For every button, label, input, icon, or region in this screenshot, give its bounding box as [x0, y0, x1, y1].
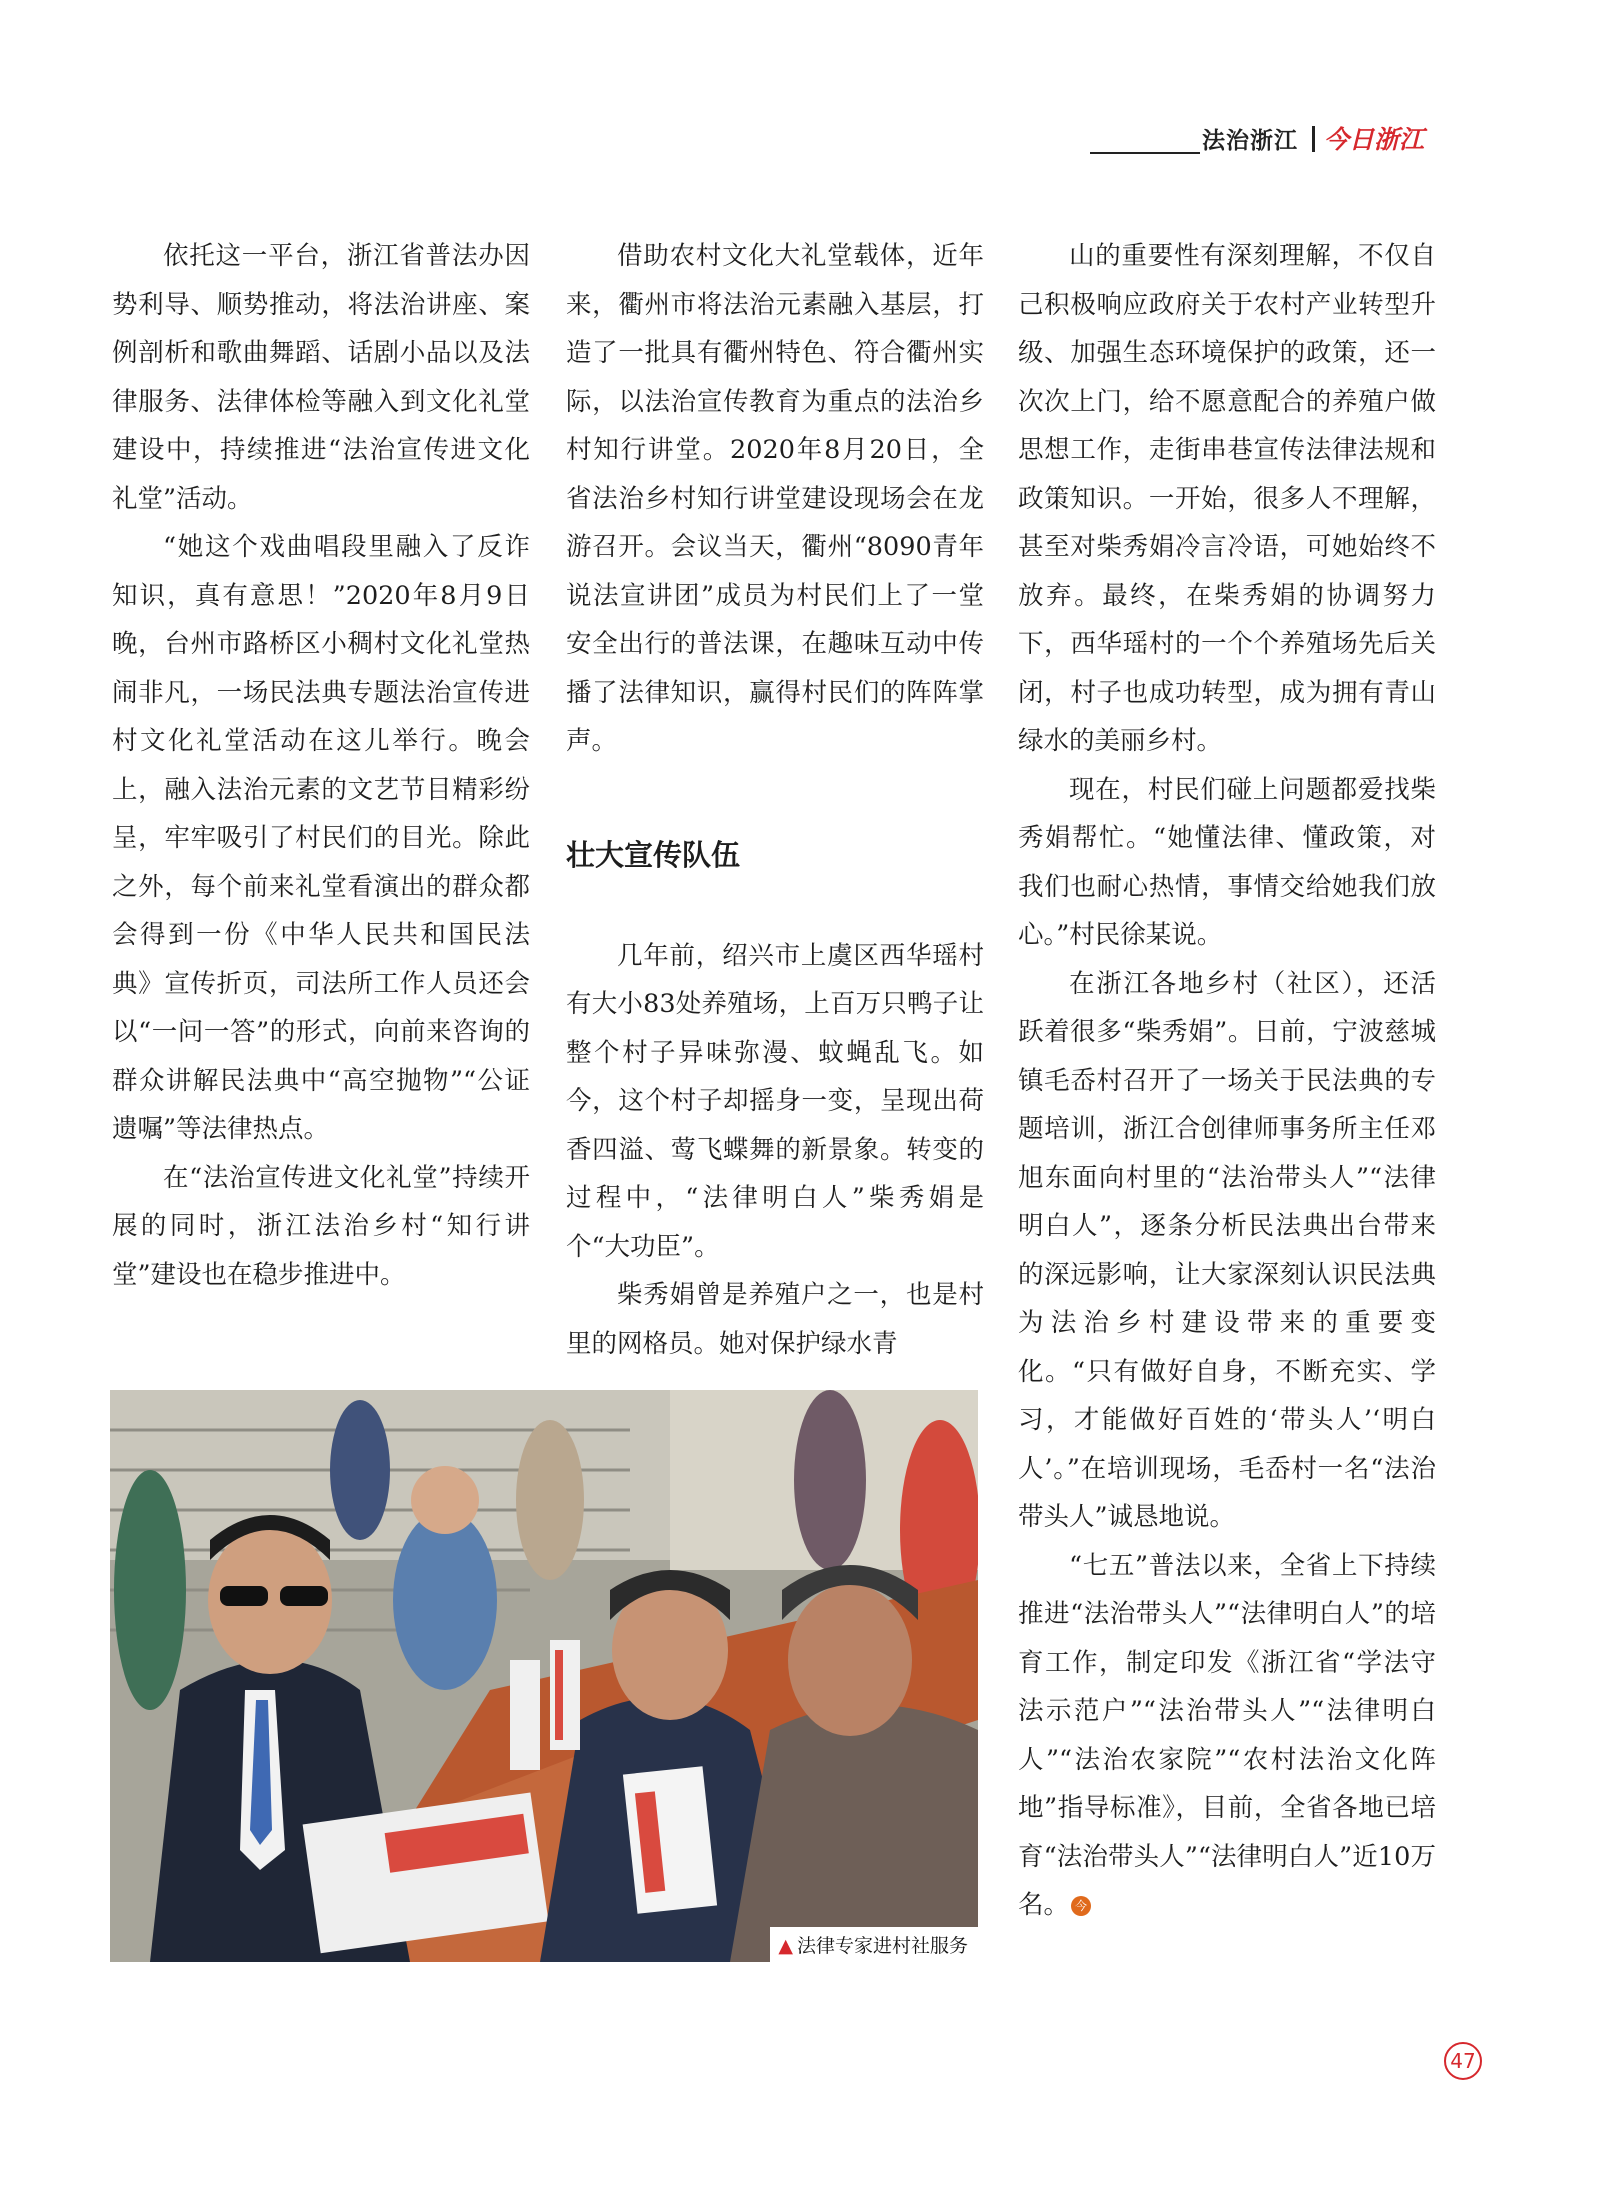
article-column-2 [566, 232, 984, 1368]
paragraph: 现在，村民们碰上问题都爱找柴秀娟帮忙。“她懂法律、懂政策，对我们也耐心热情，事情交给她我们放心。”村民徐某说。 [1018, 774, 1436, 950]
end-mark-icon: 今 [1071, 1896, 1091, 1916]
photo-caption [770, 1927, 978, 1962]
paragraph: 在浙江各地乡村（社区），还活跃着很多“柴秀娟”。日前，宁波慈城镇毛岙村召开了一场关于民法典的专题培训，浙江合创律师事务所主任邓旭东面向村里的“法治带头人”“法律明白人”，逐条分析民法典出台带来的深远影响，让大家深刻认识民法典为法治乡村建设带来的重要变化。“只有做好自身，不断充实、学习，才能做好百姓的‘带头人’‘明白人’。”在培训现场，毛岙村一名“法治带头人”诚恳地说。 [1018, 968, 1436, 1532]
photo-caption-text: 法律专家进村社服务 [796, 1935, 968, 1957]
paragraph: “她这个戏曲唱段里融入了反诈知识，真有意思！”2020年8月9日晚，台州市路桥区小稠村文化礼堂热闹非凡，一场民法典专题法治宣传进村文化礼堂活动在这儿举行。晚会上，融入法治元素的文艺节目精彩纷呈，牢牢吸引了村民们的目光。除此之外，每个前来礼堂看演出的群众都会得到一份《中华人民共和国民法典》宣传折页，司法所工作人员还会以“一问一答”的形式，向前来咨询的群众讲解民法典中“高空抛物”“公证遗嘱”等法律热点。 [112, 532, 530, 1144]
paragraph: 柴秀娟曾是养殖户之一，也是村里的网格员。她对保护绿水青 [566, 1280, 984, 1359]
header-divider [1312, 126, 1315, 152]
article-photo [110, 1390, 978, 1962]
page-header [1090, 122, 1440, 158]
magazine-logo: 今日浙江 [1324, 125, 1425, 154]
paragraph [1018, 1542, 1436, 1930]
header-rule [1090, 152, 1200, 154]
article-column-3 [1018, 232, 1436, 1930]
paragraph: 在“法治宣传进文化礼堂”持续开展的同时，浙江法治乡村“知行讲堂”建设也在稳步推进中。 [112, 1162, 530, 1290]
paragraph: 依托这一平台，浙江省普法办因势利导、顺势推动，将法治讲座、案例剖析和歌曲舞蹈、话剧小品以及法律服务、法律体检等融入到文化礼堂建设中，持续推进“法治宣传进文化礼堂”活动。 [112, 241, 530, 514]
paragraph: 几年前，绍兴市上虞区西华瑶村有大小83处养殖场，上百万只鸭子让整个村子异味弥漫、蚊蝇乱飞。如今，这个村子却摇身一变，呈现出荷香四溢、莺飞蝶舞的新景象。转变的过程中，“法律明白人”柴秀娟是个“大功臣”。 [566, 940, 984, 1262]
header-section-title: 法治浙江 [1202, 128, 1298, 154]
triangle-icon: ▲ [778, 1935, 793, 1957]
photo-illustration [110, 1390, 978, 1962]
section-heading: 壮大宣传队伍 [566, 837, 741, 872]
paragraph-text: “七五”普法以来，全省上下持续推进“法治带头人”“法律明白人”的培育工作，制定印发《浙江省“学法守法示范户”“法治带头人”“法律明白人”“法治农家院”“农村法治文化阵地”指导标准》，目前，全省各地已培育“法治带头人”“法律明白人”近10万名。 [1018, 1550, 1436, 1920]
article-column-1 [112, 232, 530, 1299]
paragraph: 山的重要性有深刻理解，不仅自己积极响应政府关于农村产业转型升级、加强生态环境保护的政策，还一次次上门，给不愿意配合的养殖户做思想工作，走街串巷宣传法律法规和政策知识。一开始，很多人不理解，甚至对柴秀娟冷言冷语，可她始终不放弃。最终，在柴秀娟的协调努力下，西华瑶村的一个个养殖场先后关闭，村子也成功转型，成为拥有青山绿水的美丽乡村。 [1018, 241, 1436, 756]
page-number: 47 [1444, 2042, 1482, 2080]
paragraph: 借助农村文化大礼堂载体，近年来，衢州市将法治元素融入基层，打造了一批具有衢州特色、符合衢州实际，以法治宣传教育为重点的法治乡村知行讲堂。2020年8月20日，全省法治乡村知行讲堂建设现场会在龙游召开。会议当天，衢州“8090青年说法宣讲团”成员为村民们上了一堂安全出行的普法课，在趣味互动中传播了法律知识，赢得村民们的阵阵掌声。 [566, 241, 984, 756]
